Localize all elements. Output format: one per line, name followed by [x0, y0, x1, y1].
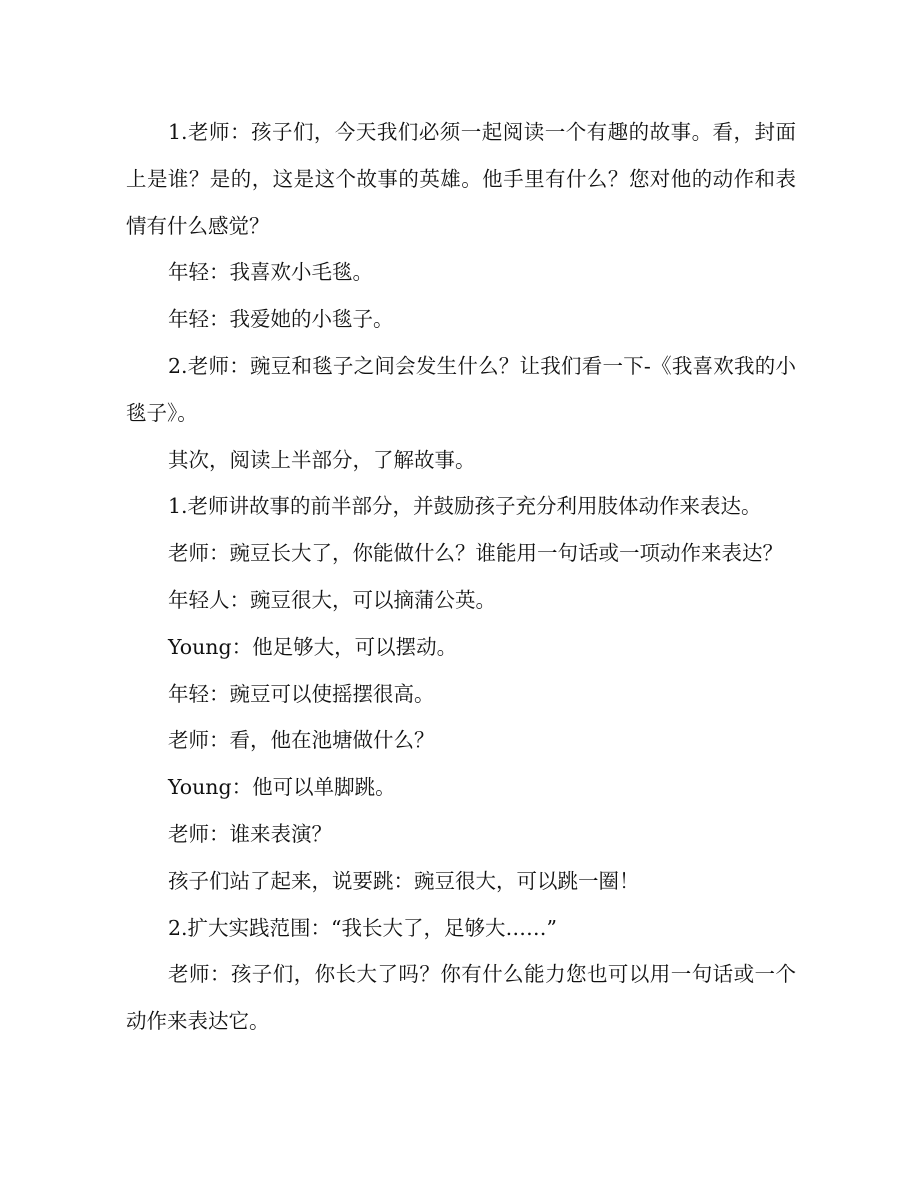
paragraph-7: 老师：豌豆长大了，你能做什么？谁能用一句话或一项动作来表达？: [168, 541, 783, 566]
paragraph-12: Young：他可以单脚跳。: [168, 775, 396, 800]
paragraph-10: 年轻：豌豆可以使摇摆很高。: [168, 681, 435, 706]
paragraph-3: 年轻：我爱她的小毯子。: [168, 307, 394, 332]
paragraph-5: 其次，阅读上半部分，了解故事。: [168, 447, 476, 472]
paragraph-11: 老师：看，他在池塘做什么？: [168, 728, 435, 753]
paragraph-2: 年轻：我喜欢小毛毯。: [168, 260, 373, 285]
paragraph-16: 老师：孩子们，你长大了吗？你有什么能力您也可以用一句话或一个动作来表达它。: [126, 962, 796, 1034]
paragraph-6: 1.老师讲故事的前半部分，并鼓励孩子充分利用肢体动作来表达。: [168, 494, 762, 519]
paragraph-1: 1.老师：孩子们，今天我们必须一起阅读一个有趣的故事。看，封面上是谁？是的，这是这个故事的英雄。他手里有什么？您对他的动作和表情有什么感觉？: [126, 120, 796, 238]
paragraph-14: 孩子们站了起来，说要跳：豌豆很大，可以跳一圈！: [168, 868, 640, 893]
paragraph-8: 年轻人：豌豆很大，可以摘蒲公英。: [168, 587, 496, 612]
paragraph-15: 2.扩大实践范围：“我长大了，足够大……”: [168, 915, 558, 940]
paragraph-9: Young：他足够大，可以摆动。: [168, 634, 458, 659]
paragraph-4: 2.老师：豌豆和毯子之间会发生什么？让我们看一下-《我喜欢我的小毯子》。: [126, 353, 796, 425]
document-body: [126, 109, 796, 1045]
paragraph-13: 老师：谁来表演？: [168, 821, 332, 846]
